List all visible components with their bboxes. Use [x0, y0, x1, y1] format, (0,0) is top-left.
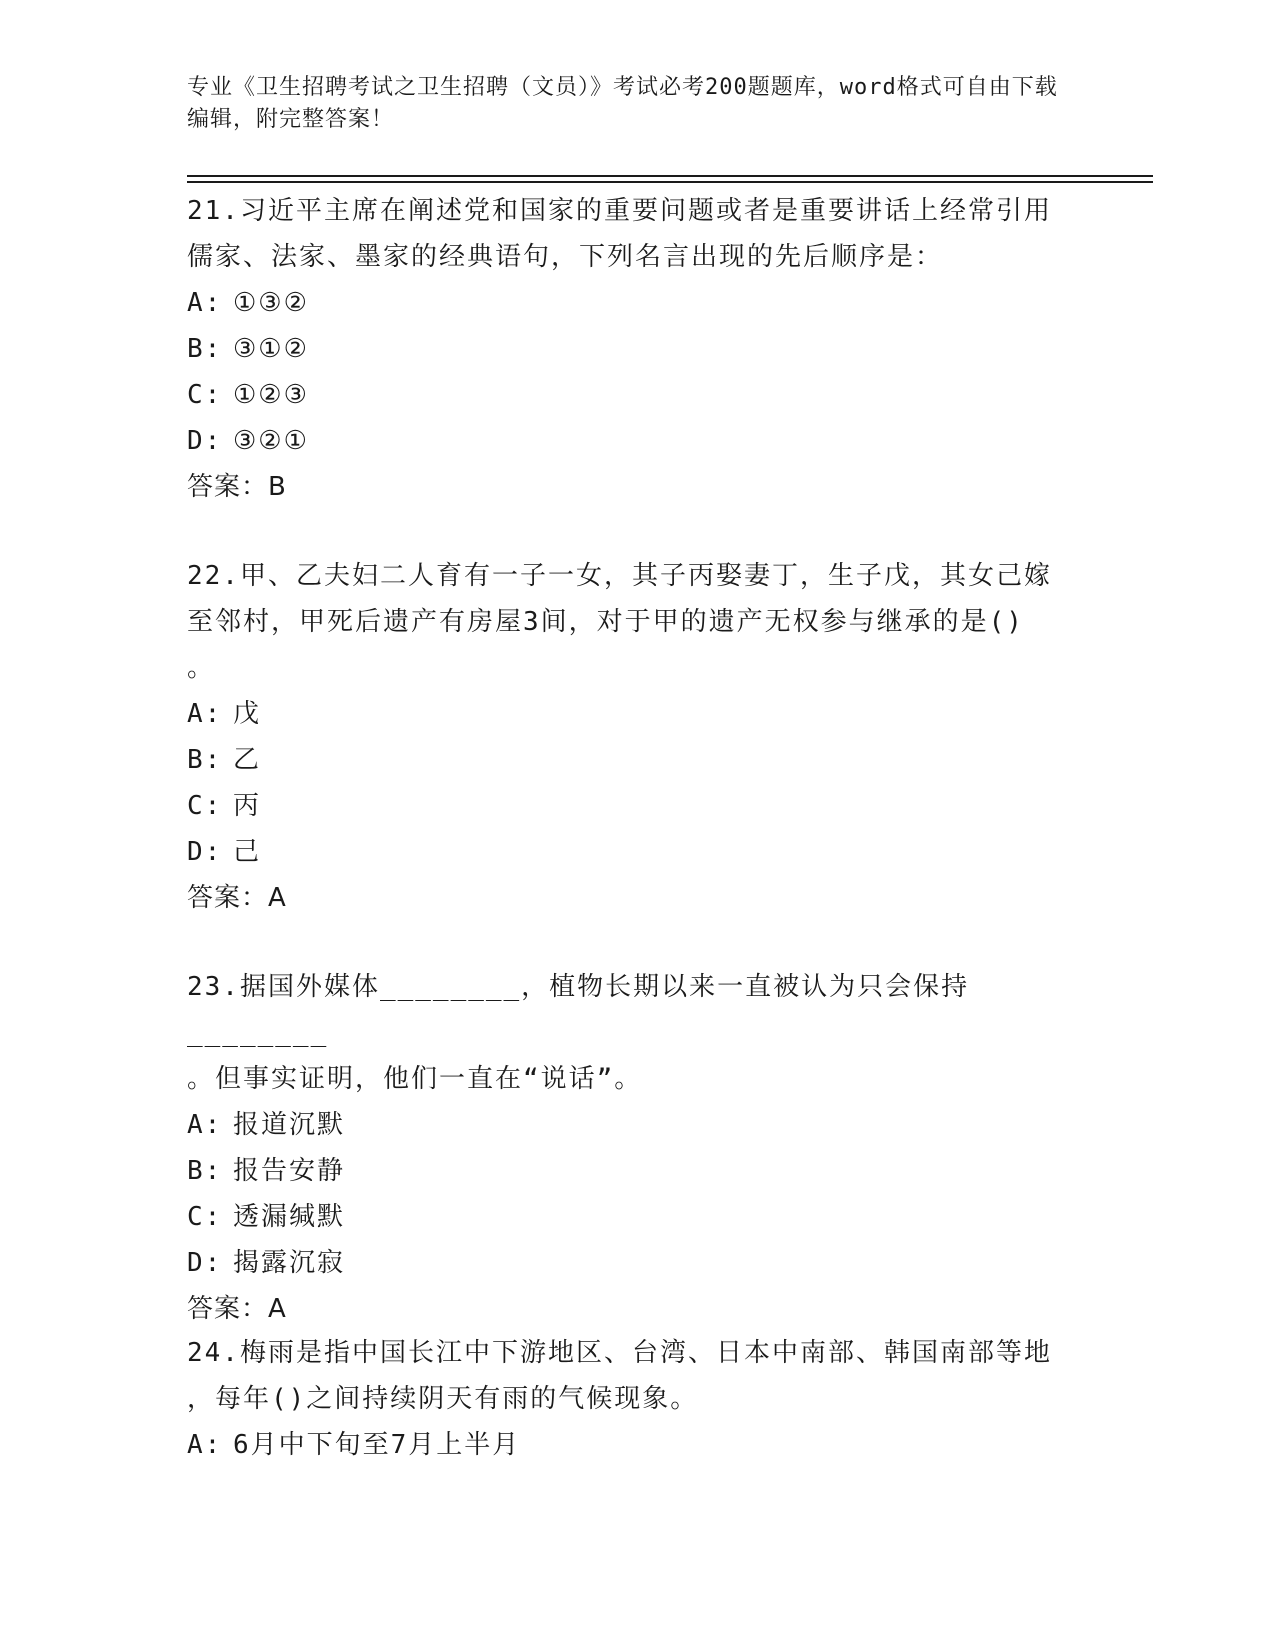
header-rule-top [187, 175, 1153, 177]
header-rule-bottom [187, 181, 1153, 183]
option-label: A: [187, 699, 223, 729]
option-label: D: [187, 426, 223, 456]
option-c [187, 783, 1067, 829]
question-stem-line: 。 [187, 653, 216, 683]
answer-line: 答案：A [187, 883, 287, 913]
option-label: A: [187, 1110, 223, 1140]
option-label: C: [187, 1202, 223, 1232]
option-label: A: [187, 288, 223, 318]
option-text: 揭露沉寂 [233, 1248, 346, 1278]
option-label: C: [187, 791, 223, 821]
question-21 [187, 188, 1067, 510]
option-label: D: [187, 837, 223, 867]
question-stem-line: 22.甲、乙夫妇二人育有一子一女，其子丙娶妻丁，生子戊，其女己嫁 [187, 561, 1052, 591]
option-text: ①②③ [233, 380, 309, 410]
option-d [187, 829, 1067, 875]
option-b [187, 1148, 1067, 1194]
question-22 [187, 553, 1067, 921]
option-a [187, 1422, 1067, 1468]
option-text: 透漏缄默 [233, 1202, 346, 1232]
question-stem-line: ，每年()之间持续阴天有雨的气候现象。 [187, 1384, 699, 1414]
option-text: ③②① [233, 426, 309, 456]
option-label: A: [187, 1430, 223, 1460]
option-label: C: [187, 380, 223, 410]
option-text: 丙 [233, 791, 262, 821]
option-text: ①③② [233, 288, 309, 318]
question-24 [187, 1330, 1067, 1468]
option-a [187, 280, 1067, 326]
option-a [187, 691, 1067, 737]
option-label: B: [187, 1156, 223, 1186]
option-d [187, 1240, 1067, 1286]
option-b [187, 326, 1067, 372]
option-d [187, 418, 1067, 464]
option-text: 戊 [233, 699, 262, 729]
question-stem-line: 21.习近平主席在阐述党和国家的重要问题或者是重要讲话上经常引用 [187, 196, 1052, 226]
option-text: ③①② [233, 334, 309, 364]
option-text: 乙 [233, 745, 262, 775]
option-label: D: [187, 1248, 223, 1278]
answer-line: 答案：B [187, 472, 287, 502]
question-stem-line: 。但事实证明，他们一直在“说话”。 [187, 1064, 643, 1094]
header-text: 专业《卫生招聘考试之卫生招聘（文员）》考试必考200题题库，word格式可自由下载编辑，附完整答案！ [187, 75, 1058, 132]
option-text: 报告安静 [233, 1156, 346, 1186]
question-stem-line: 儒家、法家、墨家的经典语句，下列名言出现的先后顺序是： [187, 242, 944, 272]
option-text: 6月中下旬至7月上半月 [233, 1430, 521, 1460]
option-label: B: [187, 334, 223, 364]
option-text: 己 [233, 837, 262, 867]
question-23 [187, 964, 1067, 1332]
question-stem-line: 至邻村，甲死后遗产有房屋3间，对于甲的遗产无权参与继承的是() [187, 607, 1024, 637]
question-stem-line: 23.据国外媒体________，植物长期以来一直被认为只会保持________ [187, 972, 970, 1048]
document-header [187, 72, 1067, 136]
option-c [187, 372, 1067, 418]
question-stem-line: 24.梅雨是指中国长江中下游地区、台湾、日本中南部、韩国南部等地 [187, 1338, 1052, 1368]
answer-line: 答案：A [187, 1294, 287, 1324]
option-c [187, 1194, 1067, 1240]
option-label: B: [187, 745, 223, 775]
option-text: 报道沉默 [233, 1110, 346, 1140]
option-a [187, 1102, 1067, 1148]
option-b [187, 737, 1067, 783]
